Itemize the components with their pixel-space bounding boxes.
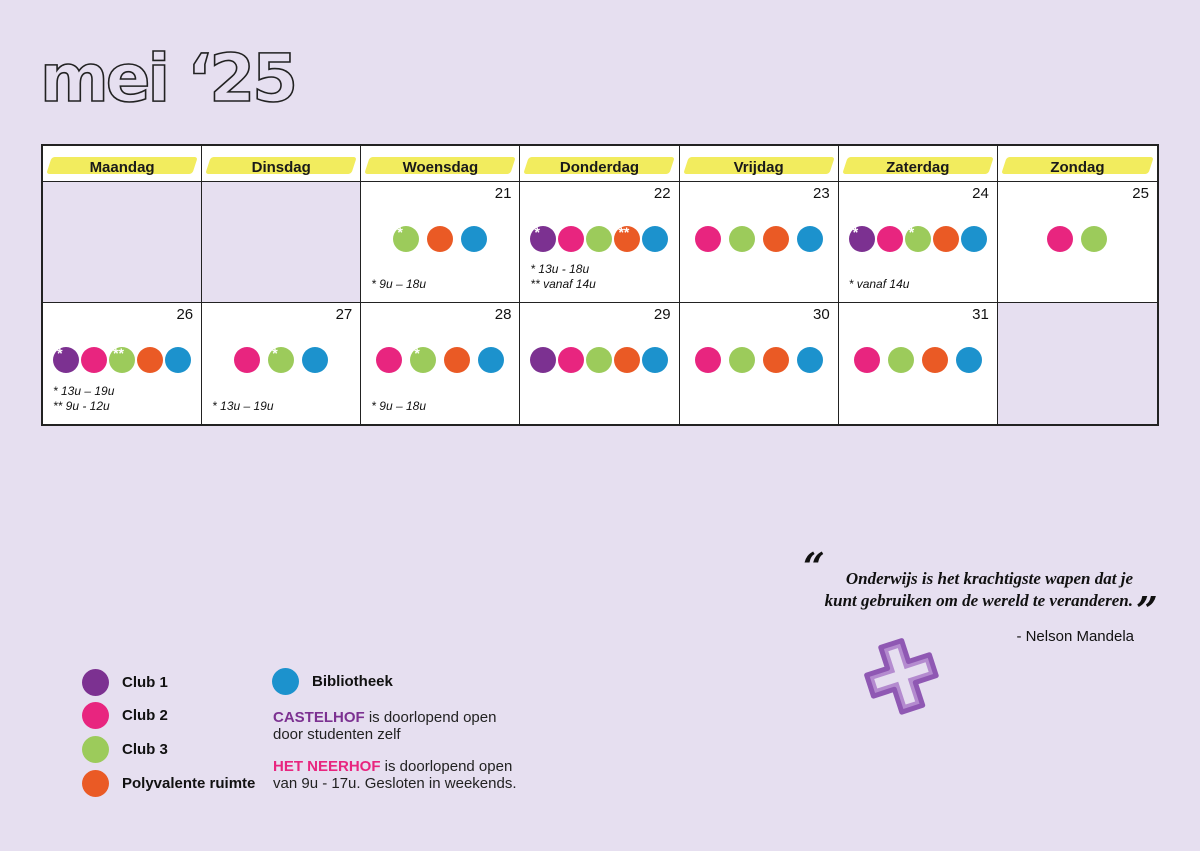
room-dot-pink (1047, 226, 1073, 252)
room-dot-orange (614, 347, 640, 373)
day-header-label: Zondag (1050, 159, 1105, 176)
room-dot-green (1081, 226, 1107, 252)
day-cell (998, 182, 1157, 303)
neerhof-line2: van 9u - 17u. Gesloten in weekends. (273, 775, 517, 792)
room-dot-green (729, 226, 755, 252)
day-header-label: Donderdag (559, 159, 640, 176)
day-notes (53, 384, 114, 414)
room-dot-pink (877, 226, 903, 252)
empty-day-cell (998, 303, 1157, 424)
day-header-label: Zaterdag (886, 159, 950, 176)
room-dot-purple (849, 226, 875, 252)
purple-cross-icon (858, 634, 948, 720)
quote-text (795, 568, 1133, 612)
legend-dot-icon (82, 770, 109, 797)
room-dot-purple (53, 347, 79, 373)
day-number: 26 (176, 306, 194, 323)
dot-mark: * (414, 345, 420, 361)
day-header-dinsdag (202, 146, 361, 182)
room-dot-blue (165, 347, 191, 373)
day-number: 24 (972, 185, 989, 202)
room-dot-pink (558, 347, 584, 373)
room-dots (998, 226, 1157, 252)
room-dot-purple (530, 347, 556, 373)
legend-label: Polyvalente ruimte (122, 775, 256, 792)
room-dot-green (410, 347, 436, 373)
calendar-grid (41, 144, 1159, 426)
room-dot-green (729, 347, 755, 373)
room-dot-orange (614, 226, 640, 252)
day-number: 27 (335, 306, 353, 323)
day-notes (371, 277, 426, 292)
dot-mark: * (534, 224, 540, 240)
page-title: mei ‘25 (40, 40, 296, 117)
room-dot-blue (956, 347, 982, 373)
day-cell (361, 303, 520, 424)
quote-open-mark: “ (803, 544, 825, 589)
room-dot-pink (558, 226, 584, 252)
legend-dot-icon (82, 736, 109, 763)
day-header-label: Maandag (89, 159, 155, 176)
day-note: * 9u – 18u (371, 277, 426, 291)
legend-dot-icon (82, 669, 109, 696)
room-dot-green (888, 347, 914, 373)
day-cell (520, 182, 679, 303)
day-cell (839, 182, 998, 303)
legend-dot-icon (272, 668, 299, 695)
day-header-zaterdag (839, 146, 998, 182)
dot-mark: ** (113, 345, 124, 361)
castelhof-line2: door studenten zelf (273, 726, 401, 743)
day-number: 29 (653, 306, 671, 323)
day-header-maandag (43, 146, 202, 182)
day-note: * 13u – 19u (212, 399, 274, 413)
dot-mark: * (908, 224, 915, 240)
room-dot-blue (642, 347, 668, 373)
day-notes (530, 262, 595, 292)
day-header-vrijdag (680, 146, 839, 182)
day-header-label: Woensdag (402, 159, 479, 176)
day-number: 30 (813, 306, 830, 323)
room-dots (680, 347, 838, 373)
day-note: ** vanaf 14u (530, 277, 596, 291)
room-dots (520, 347, 678, 373)
room-dot-blue (478, 347, 504, 373)
day-number: 23 (813, 185, 830, 202)
room-dot-orange (444, 347, 470, 373)
room-dot-pink (854, 347, 880, 373)
day-cell (680, 303, 839, 424)
day-note: * 13u - 18u (530, 262, 590, 276)
day-cell (839, 303, 998, 424)
day-cell (680, 182, 839, 303)
castelhof-name: CASTELHOF (273, 709, 365, 726)
legend-item-club2 (82, 702, 168, 729)
legend-dot-icon (82, 702, 109, 729)
day-header-zondag (998, 146, 1157, 182)
castelhof-info (273, 709, 496, 743)
day-number: 28 (494, 306, 512, 323)
neerhof-line1: is doorlopend open (380, 758, 513, 775)
room-dot-orange (763, 347, 789, 373)
legend-label: Club 2 (122, 707, 168, 724)
room-dots (839, 347, 997, 373)
quote-line1: Onderwijs is het krachtigste wapen dat je (845, 569, 1133, 588)
legend-item-club3 (82, 736, 168, 763)
legend-item-polyvalente (82, 770, 255, 797)
castelhof-line1: is doorlopend open (364, 709, 497, 726)
room-dots (43, 347, 201, 373)
room-dot-green (586, 226, 612, 252)
room-dot-green (109, 347, 135, 373)
dot-mark: ** (618, 224, 630, 240)
room-dot-pink (695, 347, 721, 373)
dot-mark: * (397, 224, 403, 240)
room-dots (520, 226, 678, 252)
day-notes (212, 399, 273, 414)
room-dots (839, 226, 997, 252)
room-dot-green (905, 226, 931, 252)
day-header-donderdag (520, 146, 679, 182)
day-header-woensdag (361, 146, 520, 182)
quote-close-mark: ” (1136, 588, 1158, 633)
day-number: 25 (1132, 185, 1149, 202)
room-dot-orange (933, 226, 959, 252)
room-dot-pink (234, 347, 260, 373)
dot-mark: * (272, 345, 278, 361)
room-dot-orange (427, 226, 453, 252)
neerhof-info (273, 758, 517, 792)
room-dot-pink (376, 347, 402, 373)
day-note: * 9u – 18u (371, 399, 426, 413)
quote-author: - Nelson Mandela (1016, 628, 1134, 645)
day-number: 21 (494, 185, 512, 202)
neerhof-name: HET NEERHOF (273, 758, 381, 775)
room-dot-blue (797, 226, 823, 252)
day-number: 31 (972, 306, 989, 323)
room-dot-pink (81, 347, 107, 373)
room-dot-pink (695, 226, 721, 252)
room-dot-blue (961, 226, 987, 252)
room-dot-green (393, 226, 419, 252)
day-note: ** 9u - 12u (53, 399, 110, 413)
dot-mark: * (852, 224, 859, 240)
empty-day-cell (43, 182, 202, 303)
room-dot-blue (642, 226, 668, 252)
quote-line2: kunt gebruiken om de wereld te veranderen. (824, 591, 1133, 610)
room-dot-blue (302, 347, 328, 373)
room-dot-orange (922, 347, 948, 373)
day-cell (43, 303, 202, 424)
room-dots (361, 226, 519, 252)
day-note: * vanaf 14u (848, 277, 910, 291)
room-dot-blue (461, 226, 487, 252)
legend-label: Bibliotheek (312, 673, 393, 690)
day-cell (520, 303, 679, 424)
day-cell (361, 182, 520, 303)
room-dot-blue (797, 347, 823, 373)
room-dot-purple (530, 226, 556, 252)
day-notes (849, 277, 910, 292)
legend-label: Club 3 (122, 741, 168, 758)
legend-label: Club 1 (122, 674, 168, 691)
day-number: 22 (653, 185, 671, 202)
room-dots (680, 226, 838, 252)
room-dot-orange (137, 347, 163, 373)
empty-day-cell (202, 182, 361, 303)
room-dots (202, 347, 360, 373)
legend-item-bibliotheek (272, 668, 393, 695)
day-header-label: Dinsdag (251, 159, 311, 176)
day-header-label: Vrijdag (733, 159, 784, 176)
day-note: * 13u – 19u (53, 384, 115, 398)
day-cell (202, 303, 361, 424)
room-dot-green (586, 347, 612, 373)
legend-item-club1 (82, 669, 168, 696)
room-dots (361, 347, 519, 373)
room-dot-orange (763, 226, 789, 252)
room-dot-green (268, 347, 294, 373)
day-notes (371, 399, 426, 414)
dot-mark: * (57, 345, 63, 361)
